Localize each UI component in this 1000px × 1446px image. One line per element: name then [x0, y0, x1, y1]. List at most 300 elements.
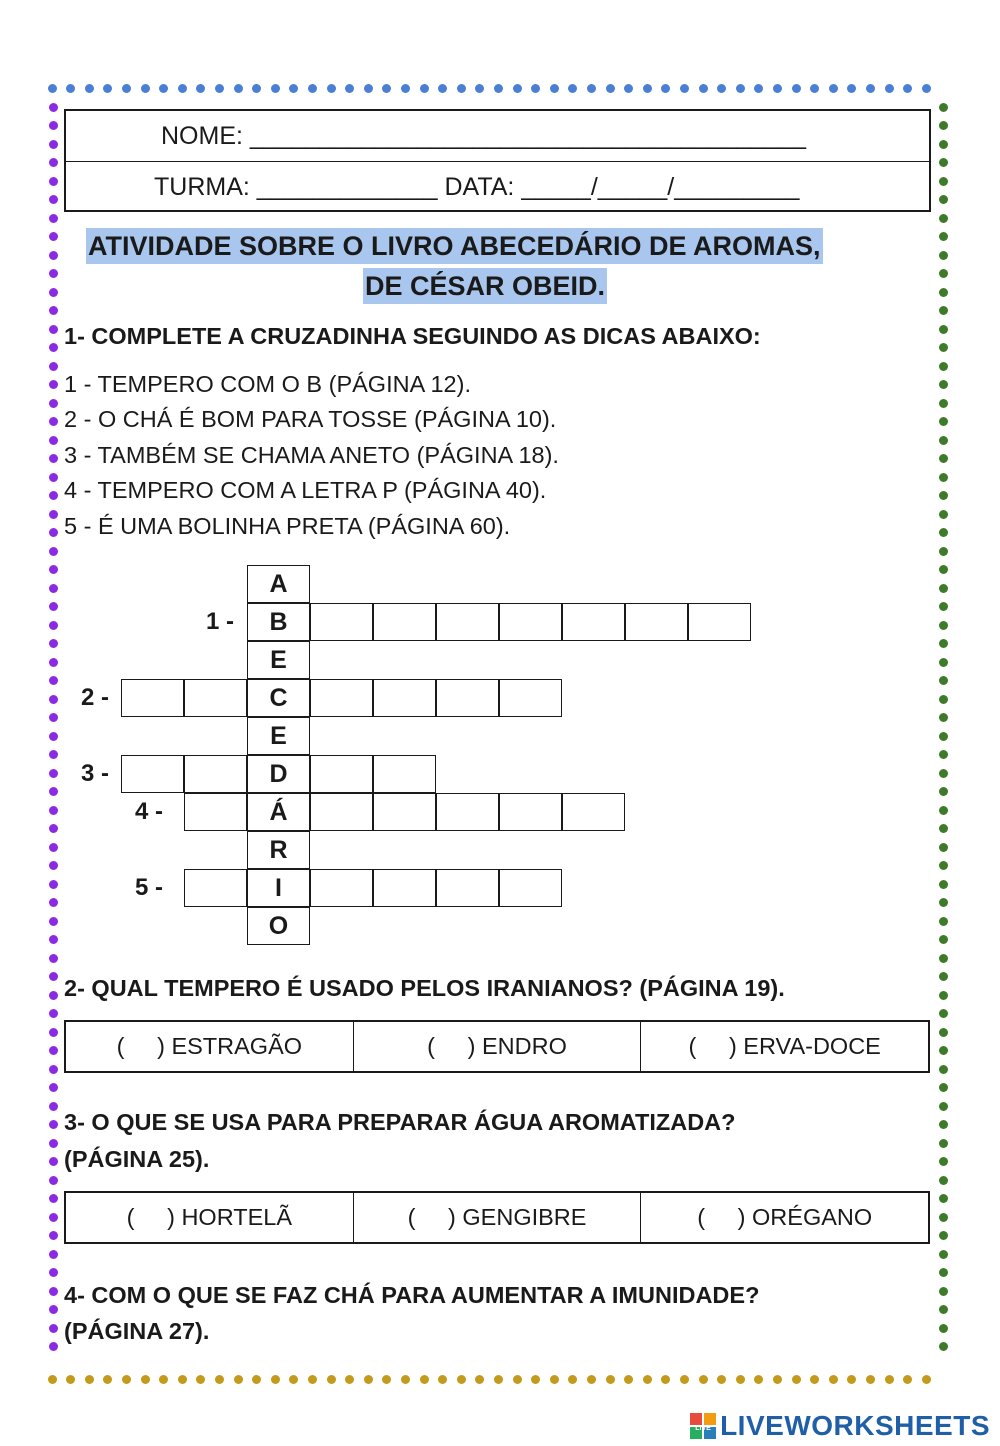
border-dot [49, 103, 58, 112]
answer-cell[interactable] [625, 603, 688, 641]
border-dot [48, 1375, 57, 1384]
border-dot [939, 121, 948, 130]
border-dot [643, 1375, 652, 1384]
border-dot [939, 1139, 948, 1148]
border-dot [49, 232, 58, 241]
border-dot [829, 1375, 838, 1384]
border-dot [939, 565, 948, 574]
option-gengibre[interactable]: ( ) GENGIBRE [354, 1193, 642, 1242]
border-dot [939, 343, 948, 352]
border-dot [939, 732, 948, 741]
border-dot [49, 417, 58, 426]
border-dot [939, 1102, 948, 1111]
border-dot [624, 1375, 633, 1384]
border-dot [939, 417, 948, 426]
clue-2: 2 - O CHÁ É BOM PARA TOSSE (PÁGINA 10). [64, 406, 557, 432]
answer-cell[interactable] [373, 793, 436, 831]
clue-4: 4 - TEMPERO COM A LETRA P (PÁGINA 40). [64, 477, 547, 503]
border-dot [438, 1375, 447, 1384]
border-dot [289, 84, 298, 93]
border-dot [513, 84, 522, 93]
column-letter-cell: A [247, 565, 310, 603]
border-dot [196, 84, 205, 93]
border-dot [922, 1375, 931, 1384]
border-dot [49, 1009, 58, 1018]
border-dot [438, 84, 447, 93]
answer-cell[interactable] [499, 603, 562, 641]
border-dot [49, 584, 58, 593]
border-dot [48, 84, 57, 93]
border-dot [939, 269, 948, 278]
column-letter-cell: D [247, 755, 310, 793]
border-dot [661, 84, 670, 93]
border-dot [327, 1375, 336, 1384]
border-dot [885, 1375, 894, 1384]
column-letter-cell: E [247, 641, 310, 679]
answer-cell[interactable] [562, 793, 625, 831]
answer-cell[interactable] [373, 755, 436, 793]
border-dot [252, 1375, 261, 1384]
border-dot [234, 84, 243, 93]
border-dot [792, 1375, 801, 1384]
border-dot [49, 1102, 58, 1111]
border-dot [939, 584, 948, 593]
answer-cell[interactable] [499, 679, 562, 717]
answer-cell[interactable] [310, 755, 373, 793]
border-dot [401, 1375, 410, 1384]
border-dot [939, 1028, 948, 1037]
border-dot [494, 1375, 503, 1384]
name-field-row[interactable] [66, 111, 929, 162]
border-dot [939, 972, 948, 981]
answer-cell[interactable] [436, 679, 499, 717]
border-dot [606, 84, 615, 93]
border-dot [49, 454, 58, 463]
border-dot [364, 84, 373, 93]
border-dot [550, 84, 559, 93]
border-dot [49, 343, 58, 352]
border-dot [49, 325, 58, 334]
border-dot [49, 806, 58, 815]
answer-cell[interactable] [310, 603, 373, 641]
border-dot [66, 84, 75, 93]
border-dot [49, 1305, 58, 1314]
border-dot [49, 436, 58, 445]
border-dot [49, 140, 58, 149]
border-dot [49, 972, 58, 981]
border-dot [49, 1120, 58, 1129]
border-dot [939, 602, 948, 611]
border-dot [49, 695, 58, 704]
border-dot [513, 1375, 522, 1384]
border-dot [939, 1046, 948, 1055]
answer-cell[interactable] [436, 793, 499, 831]
border-dot [939, 1194, 948, 1203]
border-dot [939, 510, 948, 519]
border-dot [475, 1375, 484, 1384]
border-dot [252, 84, 261, 93]
answer-cell[interactable] [310, 793, 373, 831]
border-dot [49, 565, 58, 574]
border-dot [122, 1375, 131, 1384]
option-endro[interactable]: ( ) ENDRO [354, 1022, 642, 1071]
option-hortela[interactable]: ( ) HORTELÃ [66, 1193, 354, 1242]
column-letter-cell: C [247, 679, 310, 717]
border-dot [939, 399, 948, 408]
border-dot [939, 454, 948, 463]
student-info-box [64, 109, 931, 212]
border-dot [939, 380, 948, 389]
border-dot [494, 84, 503, 93]
answer-cell[interactable] [184, 755, 247, 793]
class-date-label: TURMA: _____________ DATA: _____/_____/_________ [154, 172, 800, 201]
question-1-prompt: 1- COMPLETE A CRUZADINHA SEGUINDO AS DICAS ABAIXO: [64, 323, 761, 349]
border-dot [178, 84, 187, 93]
border-dot [49, 362, 58, 371]
border-dot [49, 1342, 58, 1351]
border-dot [49, 750, 58, 759]
answer-cell[interactable] [121, 679, 184, 717]
border-dot [49, 158, 58, 167]
border-dot [49, 602, 58, 611]
border-dot [680, 1375, 689, 1384]
border-dot [49, 843, 58, 852]
border-dot [49, 1157, 58, 1166]
border-dot [939, 806, 948, 815]
border-dot [49, 547, 58, 556]
border-dot [847, 1375, 856, 1384]
border-dot [49, 639, 58, 648]
border-dot [196, 1375, 205, 1384]
border-dot [49, 658, 58, 667]
border-dot [457, 1375, 466, 1384]
border-dot [49, 121, 58, 130]
row-label-1: 1 - [206, 608, 235, 635]
column-letter-cell: O [247, 907, 310, 945]
border-dot [49, 917, 58, 926]
border-dot [85, 84, 94, 93]
clue-5: 5 - É UMA BOLINHA PRETA (PÁGINA 60). [64, 513, 511, 539]
border-dot [717, 84, 726, 93]
answer-cell[interactable] [499, 793, 562, 831]
border-dot [49, 1139, 58, 1148]
row-label-5: 5 - [135, 874, 164, 901]
border-dot [939, 880, 948, 889]
border-dot [49, 1231, 58, 1240]
border-dot [773, 1375, 782, 1384]
border-dot [939, 676, 948, 685]
border-dot [810, 84, 819, 93]
border-dot [587, 1375, 596, 1384]
border-dot [939, 1083, 948, 1092]
border-dot [866, 84, 875, 93]
border-dot [327, 84, 336, 93]
border-dot [939, 528, 948, 537]
row-label-2: 2 - [81, 684, 110, 711]
border-dot [531, 1375, 540, 1384]
column-letter-cell: Á [247, 793, 310, 831]
border-dot [939, 158, 948, 167]
border-dot [939, 843, 948, 852]
border-dot [939, 1009, 948, 1018]
border-dot [49, 787, 58, 796]
border-dot [661, 1375, 670, 1384]
border-dot [49, 1083, 58, 1092]
border-dot [122, 84, 131, 93]
border-dot [939, 898, 948, 907]
border-dot [939, 1213, 948, 1222]
border-dot [939, 491, 948, 500]
border-dot [49, 214, 58, 223]
border-dot [215, 84, 224, 93]
border-dot [939, 362, 948, 371]
border-dot [49, 195, 58, 204]
border-dot [49, 380, 58, 389]
border-dot [699, 1375, 708, 1384]
title-line-1: ATIVIDADE SOBRE O LIVRO ABECEDÁRIO DE AROMAS, [86, 228, 823, 264]
liveworksheets-brand[interactable] [690, 1410, 990, 1442]
column-letter-cell: B [247, 603, 310, 641]
answer-cell[interactable] [436, 603, 499, 641]
border-dot [345, 1375, 354, 1384]
border-dot [49, 713, 58, 722]
border-dot [178, 1375, 187, 1384]
border-dot [754, 1375, 763, 1384]
border-dot [364, 1375, 373, 1384]
border-dot [903, 1375, 912, 1384]
border-dot [939, 935, 948, 944]
border-dot [49, 251, 58, 260]
border-dot [903, 84, 912, 93]
border-dot [66, 1375, 75, 1384]
border-dot [49, 824, 58, 833]
border-dot [382, 1375, 391, 1384]
border-dot [939, 658, 948, 667]
border-dot [345, 84, 354, 93]
border-dot [939, 325, 948, 334]
border-dot [939, 639, 948, 648]
border-dot [939, 954, 948, 963]
border-dot [939, 824, 948, 833]
border-dot [49, 1194, 58, 1203]
option-erva-doce[interactable]: ( ) ERVA-DOCE [688, 1033, 881, 1059]
border-dot [49, 954, 58, 963]
border-dot [49, 473, 58, 482]
border-dot [49, 399, 58, 408]
border-dot [159, 1375, 168, 1384]
border-dot [49, 1065, 58, 1074]
border-dot [308, 1375, 317, 1384]
border-dot [401, 84, 410, 93]
border-dot [810, 1375, 819, 1384]
border-dot [939, 1120, 948, 1129]
option-estragao[interactable]: ( ) ESTRAGÃO [66, 1022, 354, 1071]
border-dot [717, 1375, 726, 1384]
border-dot [922, 84, 931, 93]
border-dot [939, 713, 948, 722]
title-line-2: DE CÉSAR OBEID. [363, 268, 607, 304]
border-dot [103, 84, 112, 93]
border-dot [866, 1375, 875, 1384]
row-label-4: 4 - [135, 798, 164, 825]
border-dot [49, 491, 58, 500]
border-dot [49, 621, 58, 630]
border-dot [939, 251, 948, 260]
border-dot [49, 269, 58, 278]
answer-cell[interactable] [688, 603, 751, 641]
column-letter-cell: R [247, 831, 310, 869]
border-dot [939, 1065, 948, 1074]
border-dot [939, 1268, 948, 1277]
answer-cell[interactable] [184, 869, 247, 907]
border-dot [420, 84, 429, 93]
answer-cell[interactable] [499, 869, 562, 907]
border-dot [939, 288, 948, 297]
column-letter-cell: I [247, 869, 310, 907]
border-dot [939, 1157, 948, 1166]
row-label-3: 3 - [81, 760, 110, 787]
border-dot [49, 769, 58, 778]
logo-mark-text: LIVE [695, 1425, 711, 1432]
border-dot [939, 140, 948, 149]
border-dot [49, 1176, 58, 1185]
question-3-prompt-line-2: (PÁGINA 25). [64, 1146, 210, 1172]
border-dot [939, 917, 948, 926]
border-dot [475, 84, 484, 93]
answer-cell[interactable] [373, 679, 436, 717]
border-dot [568, 84, 577, 93]
border-dot [420, 1375, 429, 1384]
name-label: NOME: ________________________________________ [161, 121, 807, 150]
border-dot [939, 991, 948, 1000]
border-dot [643, 84, 652, 93]
answer-cell[interactable] [562, 603, 625, 641]
border-dot [699, 84, 708, 93]
border-dot [939, 1342, 948, 1351]
border-dot [939, 1287, 948, 1296]
clue-3: 3 - TAMBÉM SE CHAMA ANETO (PÁGINA 18). [64, 442, 559, 468]
class-date-row[interactable] [66, 162, 929, 212]
border-dot [49, 676, 58, 685]
border-dot [885, 84, 894, 93]
border-dot [939, 1231, 948, 1240]
border-dot [939, 621, 948, 630]
border-dot [736, 84, 745, 93]
question-4-prompt-line-2: (PÁGINA 27). [64, 1318, 210, 1344]
border-dot [939, 306, 948, 315]
border-dot [606, 1375, 615, 1384]
border-dot [531, 84, 540, 93]
border-dot [141, 1375, 150, 1384]
border-dot [103, 1375, 112, 1384]
border-dot [234, 1375, 243, 1384]
border-dot [271, 84, 280, 93]
border-dot [939, 1305, 948, 1314]
border-dot [49, 991, 58, 1000]
answer-cell[interactable] [373, 603, 436, 641]
border-dot [49, 288, 58, 297]
border-dot [847, 84, 856, 93]
border-dot [939, 1250, 948, 1259]
border-dot [457, 84, 466, 93]
liveworksheets-logo-icon [690, 1413, 716, 1439]
border-dot [49, 1268, 58, 1277]
border-dot [736, 1375, 745, 1384]
border-dot [939, 195, 948, 204]
border-dot [939, 473, 948, 482]
border-dot [49, 177, 58, 186]
question-3-options [64, 1191, 930, 1244]
border-dot [939, 232, 948, 241]
brand-name: LIVEWORKSHEETS [720, 1410, 990, 1441]
border-dot [568, 1375, 577, 1384]
border-dot [773, 84, 782, 93]
border-dot [939, 436, 948, 445]
border-dot [939, 787, 948, 796]
border-dot [382, 84, 391, 93]
border-dot [49, 1287, 58, 1296]
border-dot [49, 510, 58, 519]
answer-cell[interactable] [184, 679, 247, 717]
border-dot [550, 1375, 559, 1384]
border-dot [49, 1324, 58, 1333]
column-letter-cell: E [247, 717, 310, 755]
border-dot [49, 880, 58, 889]
answer-cell[interactable] [184, 793, 247, 831]
border-dot [680, 84, 689, 93]
question-2-prompt: 2- QUAL TEMPERO É USADO PELOS IRANIANOS? (PÁGINA 19). [64, 975, 785, 1001]
border-dot [49, 306, 58, 315]
clue-1: 1 - TEMPERO COM O B (PÁGINA 12). [64, 371, 471, 397]
answer-cell[interactable] [121, 755, 184, 793]
border-dot [159, 84, 168, 93]
border-dot [939, 750, 948, 759]
answer-cell[interactable] [310, 679, 373, 717]
border-dot [754, 84, 763, 93]
border-dot [49, 898, 58, 907]
border-dot [49, 1028, 58, 1037]
border-dot [49, 528, 58, 537]
answer-cell[interactable] [373, 869, 436, 907]
border-dot [939, 177, 948, 186]
border-dot [49, 935, 58, 944]
border-dot [829, 84, 838, 93]
border-dot [215, 1375, 224, 1384]
border-dot [49, 1046, 58, 1055]
question-3-prompt-line-1: 3- O QUE SE USA PARA PREPARAR ÁGUA AROMATIZADA? [64, 1109, 736, 1135]
border-dot [289, 1375, 298, 1384]
border-dot [49, 1213, 58, 1222]
border-dot [939, 861, 948, 870]
border-dot [939, 1176, 948, 1185]
border-dot [85, 1375, 94, 1384]
border-dot [939, 547, 948, 556]
border-dot [939, 769, 948, 778]
question-4-prompt-line-1: 4- COM O QUE SE FAZ CHÁ PARA AUMENTAR A IMUNIDADE? [64, 1282, 760, 1308]
question-2-options [64, 1020, 930, 1073]
border-dot [49, 861, 58, 870]
option-oregano[interactable]: ( ) ORÉGANO [697, 1204, 873, 1230]
border-dot [49, 1250, 58, 1259]
border-dot [271, 1375, 280, 1384]
border-dot [587, 84, 596, 93]
border-dot [49, 732, 58, 741]
border-dot [939, 695, 948, 704]
answer-cell[interactable] [436, 869, 499, 907]
border-dot [939, 1324, 948, 1333]
border-dot [308, 84, 317, 93]
answer-cell[interactable] [310, 869, 373, 907]
